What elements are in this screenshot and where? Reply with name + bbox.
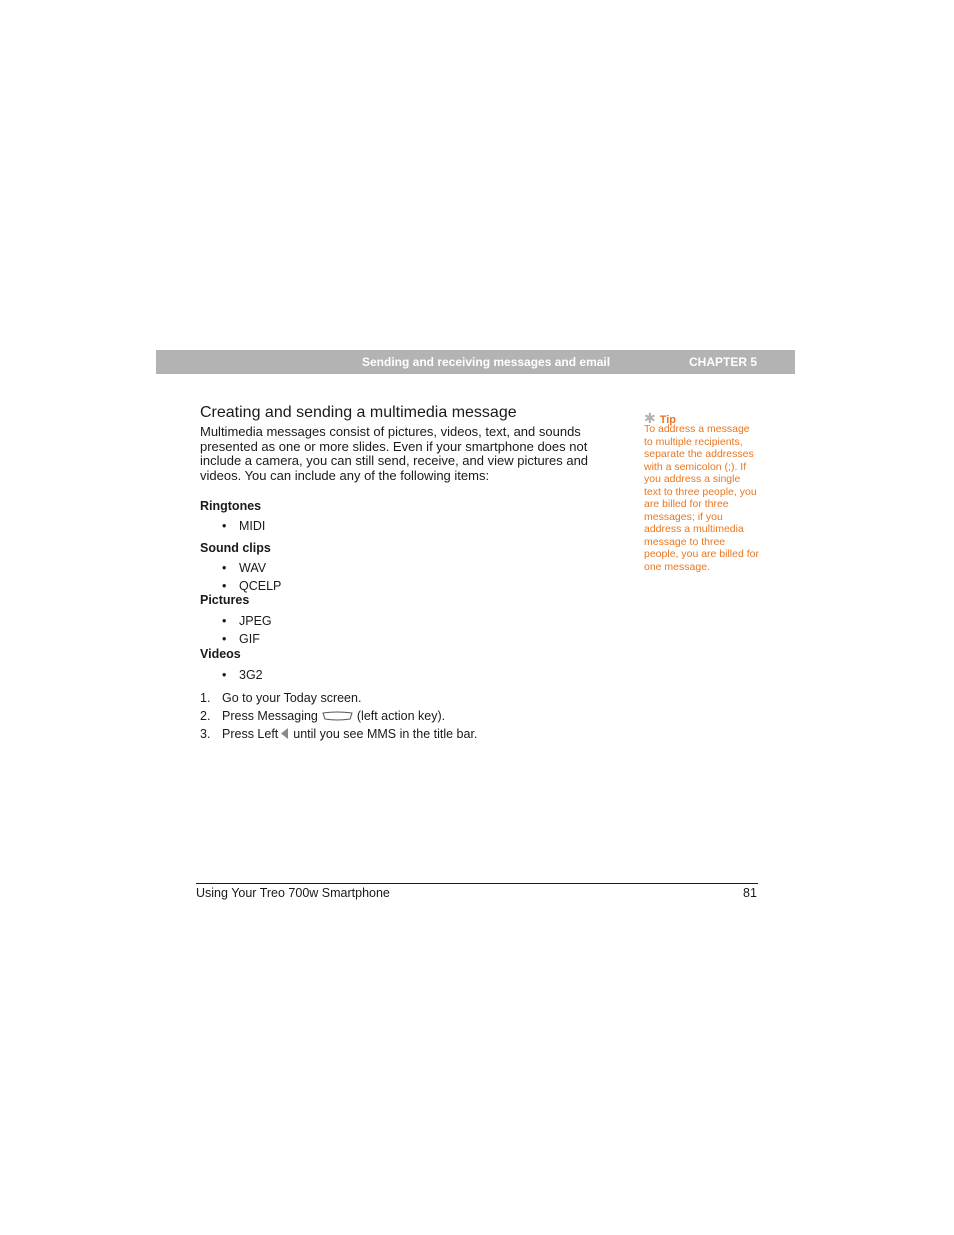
tip-heading: ✱ Tip [644, 410, 677, 426]
left-action-key-icon [322, 710, 353, 724]
list-item: • JPEG [222, 614, 272, 628]
footer-divider [196, 883, 758, 884]
page-number: 81 [743, 886, 757, 900]
section-title: Sending and receiving messages and email [362, 355, 611, 369]
step-3: 3. Press Left until you see MMS in the title bar. [200, 727, 478, 741]
subheading-videos: Videos [200, 647, 241, 661]
asterisk-icon: ✱ [644, 410, 656, 426]
list-item: • QCELP [222, 579, 282, 593]
step-1: 1. Go to your Today screen. [200, 691, 362, 705]
list-item: • WAV [222, 561, 267, 575]
intro-paragraph: Multimedia messages consist of pictures, videos, text, and sounds presented as one or more slides. Even if your smartphone does not include a camera, you can still send, receive, and view pictures and videos. You can include any of the following items: [200, 424, 589, 484]
list-item: • GIF [222, 632, 260, 646]
subheading-pictures: Pictures [200, 593, 250, 607]
subheading-ringtones: Ringtones [200, 499, 262, 513]
step-2: 2. Press Messaging (left action key). [200, 709, 446, 723]
footer-book-title: Using Your Treo 700w Smartphone [196, 886, 390, 900]
page-title: Creating and sending a multimedia message [200, 404, 517, 421]
list-item: • MIDI [222, 519, 266, 533]
left-arrow-icon [281, 728, 289, 742]
list-item: • 3G2 [222, 668, 263, 682]
chapter-label: CHAPTER 5 [689, 355, 758, 369]
tip-text: To address a message to multiple recipients, separate the addresses with a semicolon (;). If you address a single text to three people, you are billed for three messages; if you address a multimedia message to three people, you are billed for one message. [644, 423, 759, 573]
subheading-sound-clips: Sound clips [200, 541, 271, 555]
